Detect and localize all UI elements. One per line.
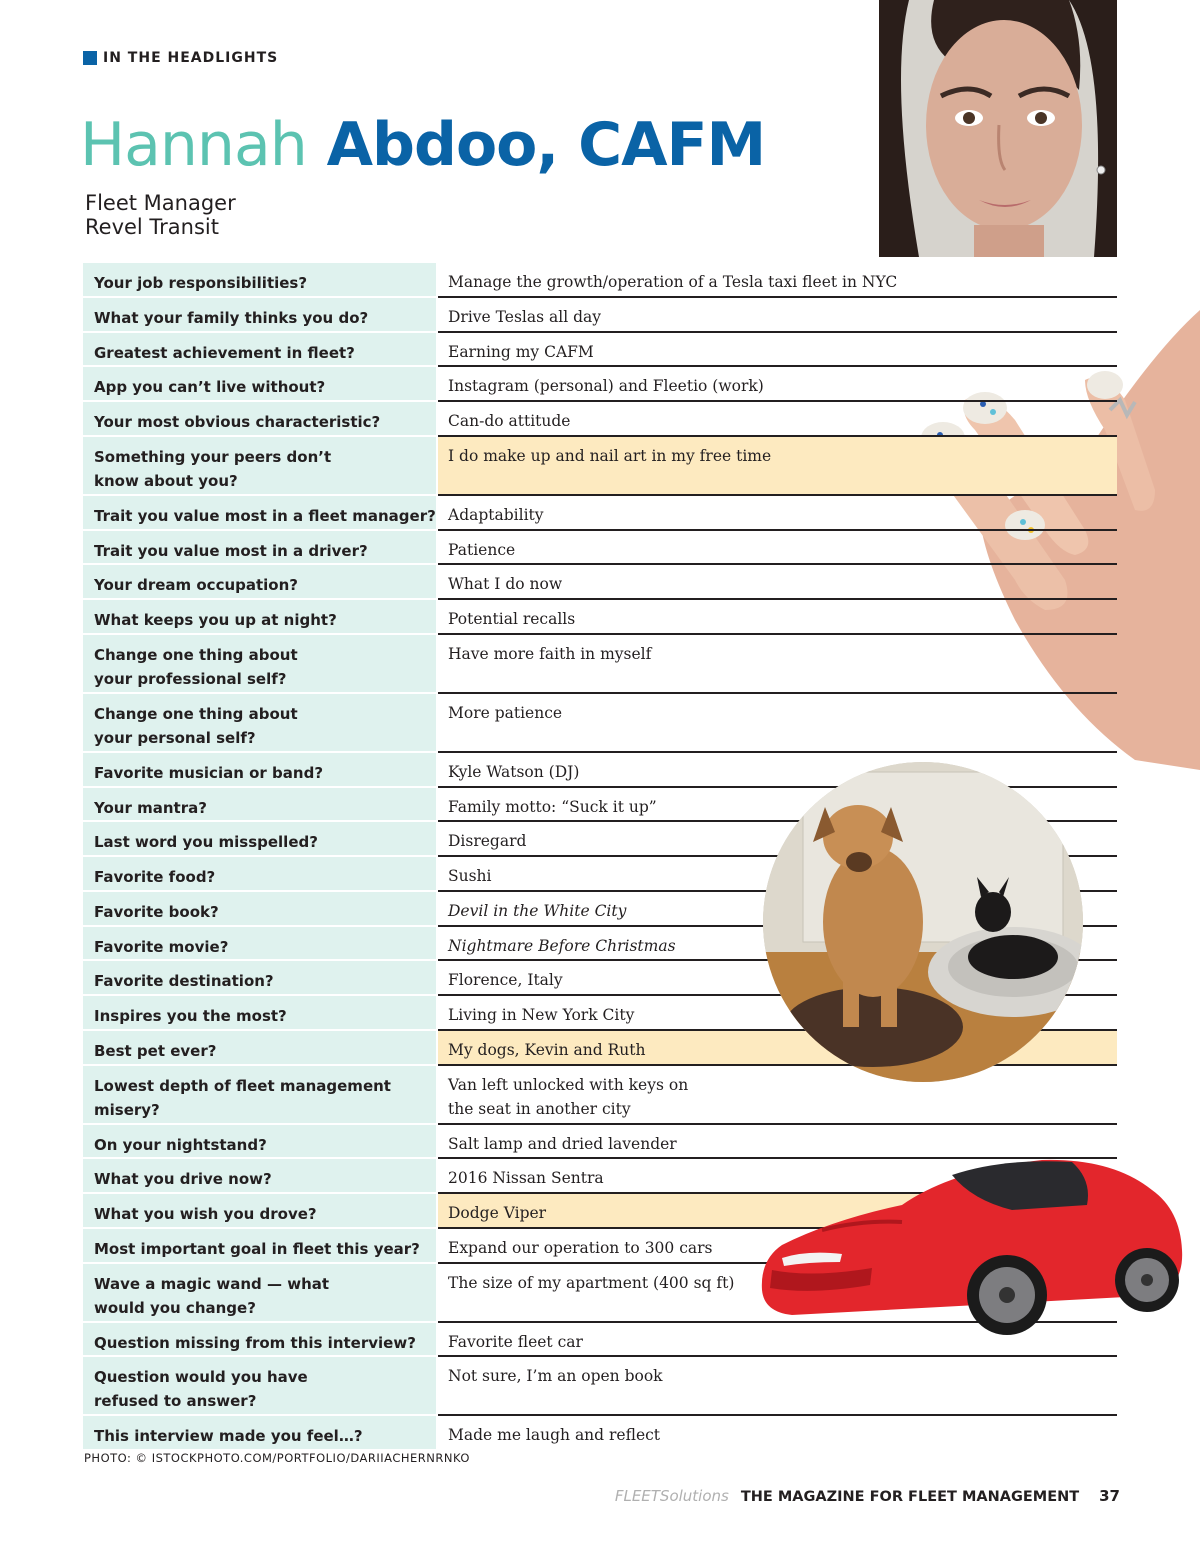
first-name: Hannah	[80, 110, 307, 180]
answer-highlighted: Dodge Viper	[438, 1194, 1117, 1229]
answer-highlighted: My dogs, Kevin and Ruth	[438, 1031, 1117, 1066]
qa-row	[83, 531, 1117, 566]
question: Best pet ever?	[83, 1031, 436, 1066]
question: App you can’t live without?	[83, 367, 436, 402]
answer: Potential recalls	[438, 600, 1117, 635]
car-illustration	[752, 1150, 1184, 1350]
qa-row	[83, 298, 1117, 333]
portrait-photo	[879, 0, 1117, 257]
question: Trait you value most in a driver?	[83, 531, 436, 566]
answer: Adaptability	[438, 496, 1117, 531]
dogs-illustration	[763, 762, 1083, 1082]
qa-row	[83, 694, 1117, 753]
question: Lowest depth of fleet management misery?	[83, 1066, 436, 1125]
qa-row	[83, 402, 1117, 437]
question: Favorite musician or band?	[83, 753, 436, 788]
question: Question missing from this interview?	[83, 1323, 436, 1358]
answer: Nightmare Before Christmas	[438, 927, 1117, 962]
answer-highlighted: I do make up and nail art in my free time	[438, 437, 1117, 496]
answer: Manage the growth/operation of a Tesla taxi fleet in NYC	[438, 263, 1117, 298]
question: Favorite book?	[83, 892, 436, 927]
question: This interview made you feel…?	[83, 1416, 436, 1451]
section-tag	[83, 50, 278, 66]
answer: Van left unlocked with keys on the seat in another city	[438, 1066, 1117, 1125]
answer: More patience	[438, 694, 1117, 753]
answer: Not sure, I’m an open book	[438, 1357, 1117, 1416]
question: Favorite movie?	[83, 927, 436, 962]
answer: Drive Teslas all day	[438, 298, 1117, 333]
brand-name: FLEETSolutions	[614, 1487, 729, 1505]
answer: Have more faith in myself	[438, 635, 1117, 694]
section-label: IN THE HEADLIGHTS	[103, 50, 279, 66]
qa-row	[83, 367, 1117, 402]
question: Change one thing about your personal self?	[83, 694, 436, 753]
question: Favorite food?	[83, 857, 436, 892]
question: Your mantra?	[83, 788, 436, 823]
answer: Salt lamp and dried lavender	[438, 1125, 1117, 1160]
answer: Disregard	[438, 822, 1117, 857]
question: Wave a magic wand — what would you change?	[83, 1264, 436, 1323]
answer: What I do now	[438, 565, 1117, 600]
subtitle	[85, 191, 236, 239]
qa-row	[83, 263, 1117, 298]
qa-row	[83, 565, 1117, 600]
company-name: Revel Transit	[85, 215, 219, 239]
qa-row	[83, 600, 1117, 635]
question: Your dream occupation?	[83, 565, 436, 600]
answer: Patience	[438, 531, 1117, 566]
question: Your most obvious characteristic?	[83, 402, 436, 437]
answer: Can-do attitude	[438, 402, 1117, 437]
page-number: 37	[1099, 1487, 1120, 1505]
qa-row	[83, 437, 1117, 496]
question: Greatest achievement in fleet?	[83, 333, 436, 368]
answer: Kyle Watson (DJ)	[438, 753, 1117, 788]
question: Favorite destination?	[83, 961, 436, 996]
photo-credit: PHOTO: © ISTOCKPHOTO.COM/PORTFOLIO/DARIIACHERNRNKO	[84, 1451, 470, 1465]
question: Your job responsibilities?	[83, 263, 436, 298]
answer: 2016 Nissan Sentra	[438, 1159, 1117, 1194]
answer: Made me laugh and reflect	[448, 1426, 661, 1445]
question: Last word you misspelled?	[83, 822, 436, 857]
last-name: Abdoo, CAFM	[326, 110, 766, 180]
portrait-illustration	[879, 0, 1117, 257]
red-car-photo	[752, 1150, 1184, 1350]
qa-row	[83, 635, 1117, 694]
question: Something your peers don’t know about you?	[83, 437, 436, 496]
qa-row	[83, 333, 1117, 368]
answer: Instagram (personal) and Fleetio (work)	[438, 367, 1117, 402]
job-title: Fleet Manager	[85, 191, 236, 215]
page-title	[80, 110, 766, 180]
question: Change one thing about your professional self?	[83, 635, 436, 694]
qa-row	[83, 1416, 1117, 1451]
question: Most important goal in fleet this year?	[83, 1229, 436, 1264]
answer: Sushi	[438, 857, 1117, 892]
question: Question would you have refused to answer?	[83, 1357, 436, 1416]
page-footer	[615, 1487, 1120, 1505]
answer: The size of my apartment (400 sq ft)	[438, 1264, 1117, 1323]
answer: Family motto: “Suck it up”	[438, 788, 1117, 823]
question: Trait you value most in a fleet manager?	[83, 496, 436, 531]
answer: Expand our operation to 300 cars	[438, 1229, 1117, 1264]
dogs-photo	[763, 762, 1083, 1082]
question: What you drive now?	[83, 1159, 436, 1194]
answer: Florence, Italy	[438, 961, 1117, 996]
answer: Favorite fleet car	[438, 1323, 1117, 1358]
question: What keeps you up at night?	[83, 600, 436, 635]
question: On your nightstand?	[83, 1125, 436, 1160]
answer: Living in New York City	[438, 996, 1117, 1031]
answer: Earning my CAFM	[438, 333, 1117, 368]
section-marker-icon	[83, 51, 97, 65]
question: Inspires you the most?	[83, 996, 436, 1031]
qa-row	[83, 496, 1117, 531]
magazine-tagline: THE MAGAZINE FOR FLEET MANAGEMENT	[740, 1489, 1080, 1505]
question: What your family thinks you do?	[83, 298, 436, 333]
question: What you wish you drove?	[83, 1194, 436, 1229]
qa-row	[83, 1357, 1117, 1416]
answer: Devil in the White City	[438, 892, 1117, 927]
